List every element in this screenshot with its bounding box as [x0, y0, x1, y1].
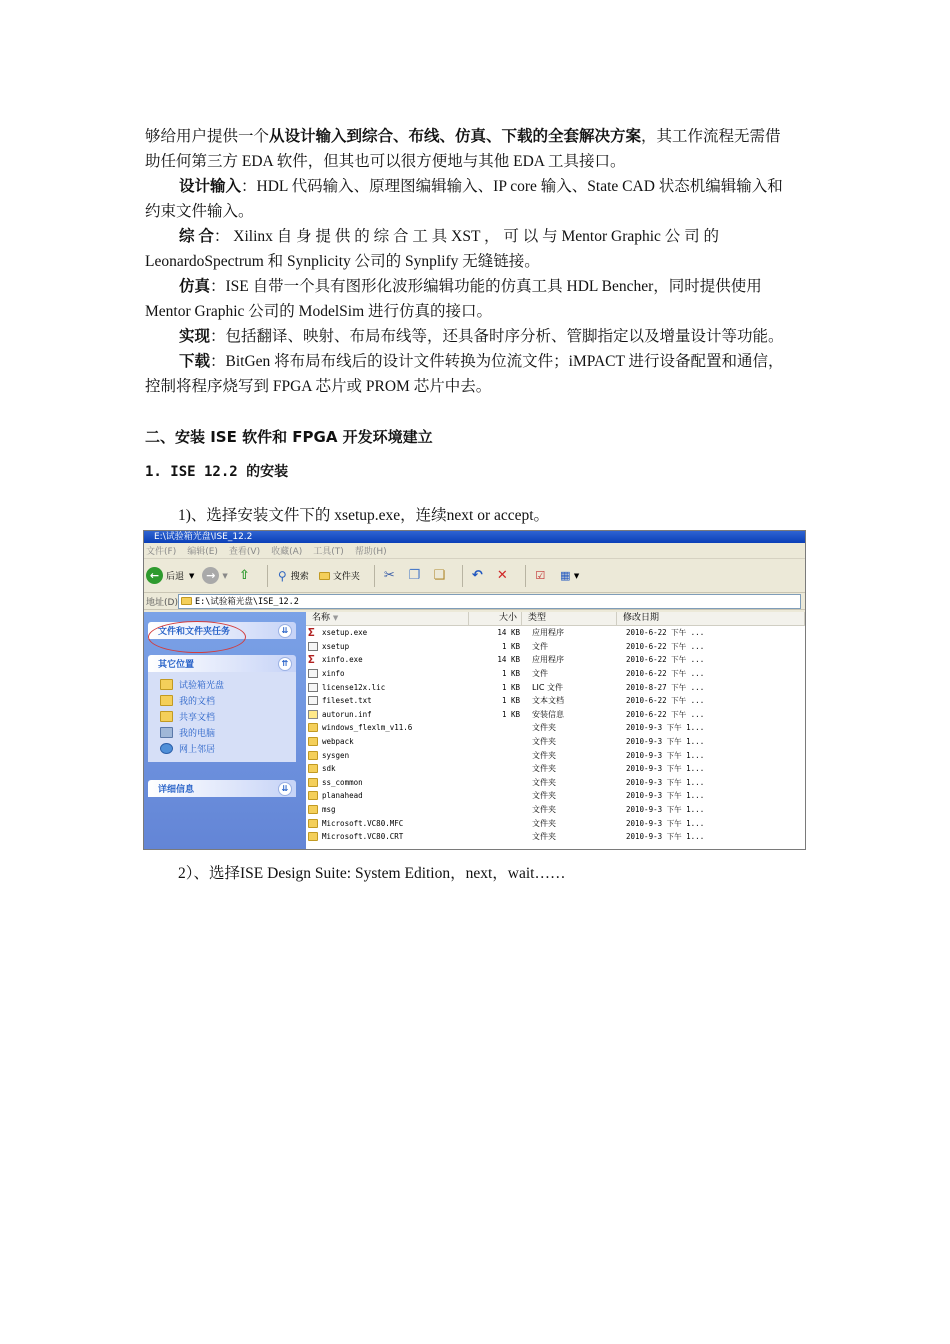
- design-input-label: 设计输入: [179, 178, 242, 195]
- delete-x-icon: ✕: [496, 568, 508, 583]
- address-label: 地址(D): [146, 597, 178, 608]
- file-row[interactable]: [306, 680, 805, 694]
- search-label: 搜索: [290, 572, 309, 582]
- file-date: 2010-9-3 下午 1...: [626, 737, 705, 747]
- file-date: 2010-9-3 下午 1...: [626, 764, 705, 774]
- toolbar-separator: [462, 565, 463, 587]
- file-date: 2010-6-22 下午 ...: [626, 655, 705, 665]
- undo-button[interactable]: [469, 567, 486, 584]
- folder-icon: [308, 764, 318, 773]
- properties-button[interactable]: [532, 567, 549, 584]
- paste-icon: ❏: [433, 568, 446, 583]
- file-icon: [308, 696, 318, 705]
- file-type: 应用程序: [532, 628, 564, 638]
- folders-label: 文件夹: [332, 572, 360, 582]
- delete-button[interactable]: [494, 567, 511, 584]
- download-paragraph: [145, 349, 810, 399]
- step-1-text: 1)、选择安装文件下的 xsetup.exe，连续next or accept。: [178, 507, 550, 524]
- file-name: Microsoft.VC80.CRT: [322, 832, 404, 842]
- file-row[interactable]: [306, 748, 805, 762]
- file-icon: [308, 642, 318, 651]
- file-row[interactable]: [306, 762, 805, 776]
- file-type: 文件夹: [532, 791, 556, 801]
- folder-icon: [308, 751, 318, 760]
- file-name-cell: [306, 723, 470, 732]
- address-folder-icon: [181, 597, 192, 605]
- other-places-title: 其它位置: [158, 660, 195, 670]
- other-places-header[interactable]: [148, 655, 296, 672]
- details-panel-header[interactable]: [148, 780, 296, 797]
- file-name: planahead: [322, 791, 363, 801]
- file-name: msg: [322, 805, 336, 815]
- collapse-chevron-icon[interactable]: ⇊: [278, 782, 292, 796]
- back-label: 后退: [166, 572, 185, 582]
- file-type: 文件夹: [532, 832, 556, 842]
- file-name-cell: [306, 764, 470, 773]
- file-date: 2010-6-22 下午 ...: [626, 641, 705, 651]
- file-row[interactable]: [306, 735, 805, 749]
- undo-icon: ↶: [471, 568, 483, 583]
- file-name-cell: [306, 751, 470, 760]
- properties-icon: ☑: [535, 569, 546, 582]
- file-name-cell: [306, 655, 470, 664]
- synthesis-paragraph: [145, 224, 810, 274]
- file-name: xsetup: [322, 641, 350, 651]
- file-type: 文件夹: [532, 764, 556, 774]
- file-name-cell: [306, 669, 470, 678]
- address-input[interactable]: [178, 594, 801, 609]
- back-arrow-icon: ←: [146, 567, 163, 584]
- folders-button[interactable]: [317, 569, 360, 582]
- explorer-window: [143, 530, 806, 850]
- file-type: 应用程序: [532, 655, 564, 665]
- file-name: autorun.inf: [322, 709, 372, 719]
- file-date: 2010-6-22 下午 ...: [626, 709, 705, 719]
- file-name: xinfo: [322, 669, 345, 679]
- documents-folder-icon: [160, 695, 173, 706]
- design-input-line-2: 约束文件输入。: [145, 203, 254, 220]
- folder-icon: [308, 791, 318, 800]
- folder-icon: [308, 723, 318, 732]
- highlight-circle: [148, 621, 246, 653]
- copy-icon: ❐: [408, 568, 421, 583]
- folder-icon: [308, 832, 318, 841]
- file-name: sdk: [322, 764, 336, 774]
- menu-edit[interactable]: 编辑(E): [187, 547, 218, 557]
- intro-bold-text: 从设计输入到综合、布线、仿真、下载的全套解决方案: [269, 128, 642, 145]
- other-places-list: [148, 672, 296, 762]
- folder-icon: [160, 679, 173, 690]
- intro-paragraph: [145, 124, 810, 174]
- file-name: license12x.lic: [322, 682, 386, 692]
- file-date: 2010-9-3 下午 1...: [626, 750, 705, 760]
- file-row[interactable]: [306, 640, 805, 654]
- other-places-panel: [148, 655, 296, 762]
- paste-button[interactable]: [431, 567, 448, 584]
- place-label: 网上邻居: [179, 744, 216, 755]
- file-name-cell: [306, 696, 470, 705]
- file-name-cell: [306, 737, 470, 746]
- file-type: LIC 文件: [532, 682, 563, 692]
- file-name-cell: [306, 710, 470, 719]
- place-item-shared-documents[interactable]: [160, 708, 296, 724]
- file-icon: [308, 683, 318, 692]
- folder-icon: [308, 819, 318, 828]
- file-type: 文件: [532, 641, 548, 651]
- file-name: Microsoft.VC80.MFC: [322, 818, 404, 828]
- download-label: 下载: [179, 353, 211, 370]
- file-row[interactable]: [306, 816, 805, 830]
- file-type: 文件夹: [532, 723, 556, 733]
- implementation-text: ：包括翻译、映射、布局布线等，还具备时序分析、管脚指定以及增量设计等功能。: [210, 328, 784, 345]
- file-rows: [306, 626, 805, 844]
- column-header: [306, 612, 805, 626]
- collapse-chevron-icon[interactable]: ⇊: [278, 624, 292, 638]
- file-date: 2010-6-22 下午 ...: [626, 628, 705, 638]
- sub-heading: 1. ISE 12.2 的安装: [145, 464, 289, 480]
- file-size: 1 KB: [501, 682, 520, 692]
- place-label: 我的文档: [179, 696, 216, 707]
- file-list-pane: [306, 612, 805, 849]
- place-item-my-computer[interactable]: [160, 724, 296, 740]
- file-name-cell: [306, 832, 470, 841]
- column-type[interactable]: 类型: [522, 612, 617, 625]
- file-row[interactable]: [306, 653, 805, 667]
- file-name: ss_common: [322, 777, 363, 787]
- file-name-cell: [306, 778, 470, 787]
- implementation-paragraph: [145, 324, 810, 349]
- simulation-paragraph: [145, 274, 810, 324]
- synthesis-line-2: LeonardoSpectrum 和 Synplicity 公司的 Synplify 无缝链接。: [145, 253, 540, 270]
- synthesis-line-1: ： Xilinx 自 身 提 供 的 综 合 工 具 XST ， 可 以 与 Mentor Graphic 公 司 的: [213, 228, 720, 245]
- file-date: 2010-6-22 下午 ...: [626, 696, 705, 706]
- file-date: 2010-9-3 下午 1...: [626, 777, 705, 787]
- place-label: 试验箱光盘: [179, 680, 225, 691]
- file-size: 1 KB: [501, 709, 520, 719]
- intro-line-2: 助任何第三方 EDA 软件，但其也可以很方便地与其他 EDA 工具接口。: [145, 153, 626, 170]
- scissors-icon: ✂: [383, 568, 395, 583]
- intro-text-post: ，其工作流程无需借: [641, 128, 781, 145]
- file-type: 文件夹: [532, 737, 556, 747]
- folder-icon: [308, 737, 318, 746]
- menu-view[interactable]: 查看(V): [228, 547, 261, 557]
- place-label: 我的电脑: [179, 728, 216, 739]
- file-name: webpack: [322, 737, 354, 747]
- toolbar-separator: [374, 565, 375, 587]
- column-date[interactable]: 修改日期: [617, 612, 805, 625]
- address-text: E:\试验箱光盘\ISE_12.2: [195, 597, 299, 607]
- shared-folder-icon: [160, 711, 173, 722]
- file-type: 文件: [532, 669, 548, 679]
- views-grid-icon: ▦: [560, 569, 571, 582]
- toolbar-separator: [525, 565, 526, 587]
- copy-button[interactable]: [406, 567, 423, 584]
- info-icon: [308, 710, 318, 719]
- file-date: 2010-9-3 下午 1...: [626, 791, 705, 801]
- cut-button[interactable]: [381, 567, 398, 584]
- file-name-cell: [306, 805, 470, 814]
- file-name: windows_flexlm_v11.6: [322, 723, 413, 733]
- collapse-chevron-icon[interactable]: ⇈: [278, 657, 292, 671]
- computer-icon: [160, 727, 173, 738]
- explorer-body: [144, 612, 805, 849]
- file-name: xinfo.exe: [322, 655, 363, 665]
- intro-text-pre: 够给用户提供一个: [145, 128, 270, 145]
- file-date: 2010-9-3 下午 1...: [626, 805, 705, 815]
- file-row[interactable]: [306, 694, 805, 708]
- column-size[interactable]: 大小: [469, 612, 522, 625]
- file-date: 2010-9-3 下午 1...: [626, 818, 705, 828]
- download-line-2: 控制将程序烧写到 FPGA 芯片或 PROM 芯片中去。: [145, 378, 492, 395]
- file-row[interactable]: [306, 708, 805, 722]
- up-folder-icon: ⇧: [238, 568, 250, 583]
- views-button[interactable]: [557, 567, 579, 584]
- file-type: 文件夹: [532, 818, 556, 828]
- file-row[interactable]: [306, 803, 805, 817]
- column-name[interactable]: 名称 ▼: [306, 612, 469, 625]
- views-dropdown-icon: ▼: [573, 571, 580, 580]
- design-input-paragraph: [145, 174, 810, 224]
- forward-dropdown-icon: ▼: [222, 571, 228, 580]
- menu-bar: [144, 543, 805, 559]
- file-name-cell: [306, 791, 470, 800]
- download-line-1: ：BitGen 将布局布线后的设计文件转换为位流文件；iMPACT 进行设备配置和通信，: [210, 353, 784, 370]
- file-row[interactable]: [306, 830, 805, 844]
- file-type: 安装信息: [532, 709, 564, 719]
- forward-arrow-icon: →: [202, 567, 219, 584]
- file-name-cell: [306, 819, 470, 828]
- file-name-cell: [306, 683, 470, 692]
- toolbar: [144, 559, 805, 593]
- menu-help[interactable]: 帮助(H): [354, 547, 387, 557]
- xilinx-icon: Σ: [308, 655, 315, 665]
- file-type: 文件夹: [532, 750, 556, 760]
- file-size: 1 KB: [501, 641, 520, 651]
- place-item-disc[interactable]: [160, 676, 296, 692]
- file-row[interactable]: [306, 721, 805, 735]
- menu-favorites[interactable]: 收藏(A): [271, 547, 303, 557]
- file-icon: [308, 669, 318, 678]
- synthesis-label: 综 合: [179, 228, 214, 245]
- simulation-label: 仿真: [179, 278, 211, 295]
- file-name-cell: [306, 642, 470, 651]
- file-row[interactable]: [306, 789, 805, 803]
- menu-file[interactable]: 文件(F): [146, 547, 177, 557]
- menu-tools[interactable]: 工具(T): [313, 547, 344, 557]
- file-size: 14 KB: [497, 628, 520, 638]
- details-panel[interactable]: [148, 780, 296, 797]
- file-size: 14 KB: [497, 655, 520, 665]
- implementation-label: 实现: [179, 328, 211, 345]
- file-date: 2010-9-3 下午 1...: [626, 723, 705, 733]
- file-row[interactable]: [306, 776, 805, 790]
- folder-icon: [308, 805, 318, 814]
- toolbar-separator: [267, 565, 268, 587]
- file-type: 文件夹: [532, 805, 556, 815]
- back-button[interactable]: [146, 567, 194, 584]
- file-name: sysgen: [322, 750, 350, 760]
- simulation-line-2: Mentor Graphic 公司的 ModelSim 进行仿真的接口。: [145, 303, 493, 320]
- file-type: 文件夹: [532, 777, 556, 787]
- file-size: 1 KB: [501, 696, 520, 706]
- dropdown-arrow-icon: ▼: [189, 571, 195, 580]
- step-2-text: 2）、选择ISE Design Suite: System Edition，next，wait……: [178, 865, 566, 882]
- file-name-cell: [306, 628, 470, 637]
- file-type: 文本文档: [532, 696, 564, 706]
- place-label: 共享文档: [179, 712, 216, 723]
- file-date: 2010-9-3 下午 1...: [626, 832, 705, 842]
- simulation-line-1: ：ISE 自带一个具有图形化波形编辑功能的仿真工具 HDL Bencher，同时提供使用: [210, 278, 762, 295]
- file-date: 2010-8-27 下午 ...: [626, 682, 705, 692]
- place-item-network[interactable]: [160, 740, 296, 756]
- file-date: 2010-6-22 下午 ...: [626, 669, 705, 679]
- file-name: xsetup.exe: [322, 628, 368, 638]
- up-folder-button[interactable]: [236, 567, 253, 584]
- folder-icon: [308, 778, 318, 787]
- xilinx-icon: Σ: [308, 628, 315, 638]
- file-name: fileset.txt: [322, 696, 372, 706]
- details-panel-title: 详细信息: [158, 785, 195, 795]
- section-heading: 二、安装 ISE 软件和 FPGA 开发环境建立: [145, 428, 433, 446]
- file-size: 1 KB: [501, 669, 520, 679]
- search-icon: ⚲: [277, 568, 287, 583]
- place-item-my-documents[interactable]: [160, 692, 296, 708]
- design-input-line-1: ：HDL 代码输入、原理图编辑输入、IP core 输入、State CAD 状态机编辑输入和: [241, 178, 783, 195]
- window-title: E:\试验箱光盘\ISE_12.2: [144, 531, 805, 543]
- address-bar: [144, 593, 805, 610]
- file-row[interactable]: [306, 626, 805, 640]
- network-globe-icon: [160, 743, 173, 754]
- tasks-panel-title: 文件和文件夹任务: [158, 627, 231, 637]
- folders-icon: [319, 572, 330, 580]
- search-button[interactable]: [274, 567, 309, 584]
- forward-button[interactable]: [202, 567, 227, 584]
- file-row[interactable]: [306, 667, 805, 681]
